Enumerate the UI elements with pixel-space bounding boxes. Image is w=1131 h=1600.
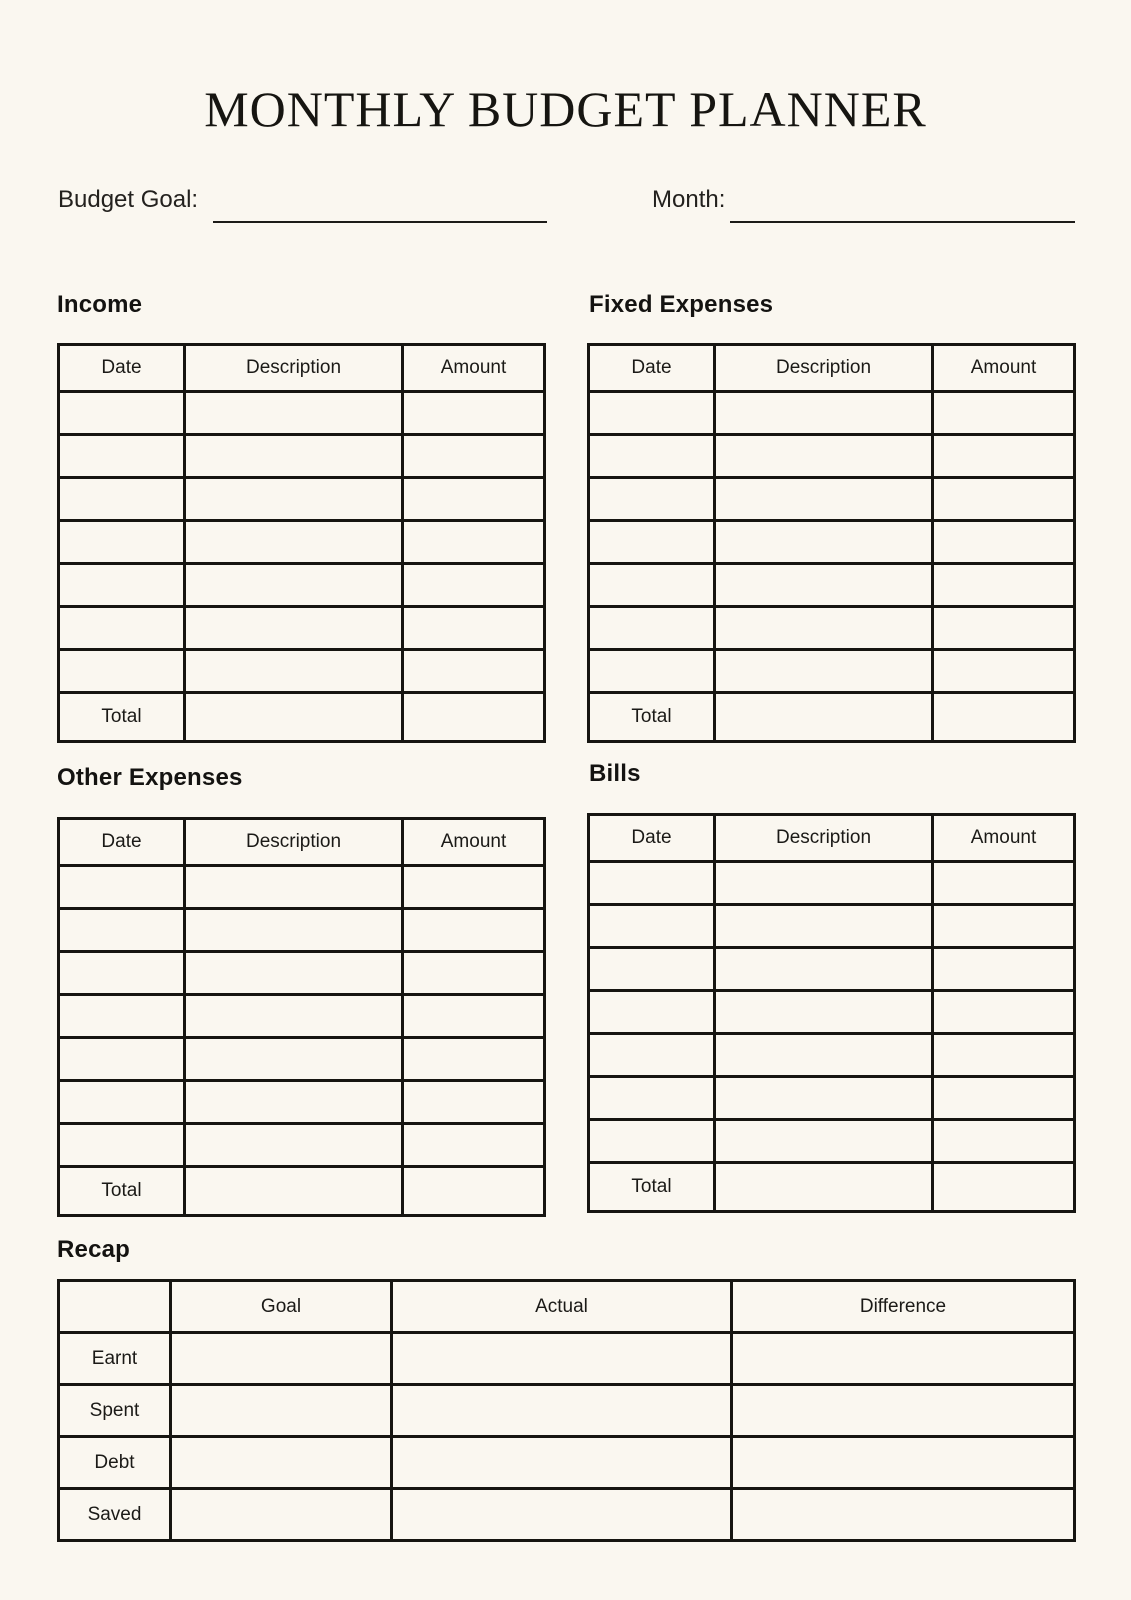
table-row bbox=[59, 435, 545, 478]
table-row bbox=[589, 478, 1075, 521]
table-row bbox=[589, 862, 1075, 905]
amount-column-header: Amount bbox=[933, 815, 1075, 862]
amount-column-header: Amount bbox=[403, 819, 545, 866]
recap-row bbox=[59, 1489, 1075, 1541]
empty-cell bbox=[403, 521, 545, 564]
empty-cell bbox=[59, 1081, 185, 1124]
empty-cell bbox=[732, 1333, 1075, 1385]
empty-cell bbox=[589, 1034, 715, 1077]
header-row bbox=[589, 345, 1075, 392]
date-column-header: Date bbox=[59, 345, 185, 392]
empty-cell bbox=[589, 521, 715, 564]
empty-cell bbox=[933, 905, 1075, 948]
empty-cell bbox=[59, 564, 185, 607]
date-column-header: Date bbox=[589, 815, 715, 862]
empty-cell bbox=[392, 1489, 732, 1541]
empty-cell bbox=[933, 1077, 1075, 1120]
empty-cell bbox=[589, 435, 715, 478]
empty-cell bbox=[185, 693, 403, 742]
empty-cell bbox=[589, 1120, 715, 1163]
empty-cell bbox=[59, 392, 185, 435]
empty-cell bbox=[403, 564, 545, 607]
empty-cell bbox=[171, 1385, 392, 1437]
empty-cell bbox=[715, 905, 933, 948]
empty-cell bbox=[185, 392, 403, 435]
empty-cell bbox=[185, 1038, 403, 1081]
recap-row-label: Saved bbox=[59, 1489, 171, 1541]
empty-cell bbox=[933, 607, 1075, 650]
table-row bbox=[59, 392, 545, 435]
empty-cell bbox=[715, 564, 933, 607]
empty-cell bbox=[589, 905, 715, 948]
income-heading: Income bbox=[57, 291, 143, 318]
empty-cell bbox=[732, 1489, 1075, 1541]
income-table bbox=[57, 343, 546, 743]
empty-cell bbox=[185, 478, 403, 521]
empty-cell bbox=[185, 521, 403, 564]
table-row bbox=[589, 905, 1075, 948]
empty-cell bbox=[185, 607, 403, 650]
empty-cell bbox=[403, 1124, 545, 1167]
total-label: Total bbox=[59, 1167, 185, 1216]
empty-cell bbox=[185, 564, 403, 607]
amount-column-header: Amount bbox=[933, 345, 1075, 392]
empty-cell bbox=[185, 650, 403, 693]
description-column-header: Description bbox=[185, 345, 403, 392]
bills-heading: Bills bbox=[589, 760, 641, 787]
empty-cell bbox=[59, 435, 185, 478]
total-row bbox=[59, 1167, 545, 1216]
table-row bbox=[59, 909, 545, 952]
empty-cell bbox=[589, 991, 715, 1034]
empty-cell bbox=[185, 435, 403, 478]
empty-cell bbox=[715, 607, 933, 650]
table-row bbox=[589, 991, 1075, 1034]
budget-goal-line bbox=[213, 221, 547, 223]
empty-cell bbox=[715, 1120, 933, 1163]
recap-row-label: Debt bbox=[59, 1437, 171, 1489]
empty-cell bbox=[732, 1385, 1075, 1437]
table-row bbox=[59, 1038, 545, 1081]
empty-cell bbox=[715, 991, 933, 1034]
total-row bbox=[59, 693, 545, 742]
empty-cell bbox=[403, 952, 545, 995]
empty-cell bbox=[933, 1034, 1075, 1077]
empty-cell bbox=[392, 1437, 732, 1489]
empty-cell bbox=[185, 952, 403, 995]
table-row bbox=[59, 866, 545, 909]
date-column-header: Date bbox=[589, 345, 715, 392]
difference-column-header: Difference bbox=[732, 1281, 1075, 1333]
table-row bbox=[59, 952, 545, 995]
empty-cell bbox=[589, 607, 715, 650]
recap-corner-cell bbox=[59, 1281, 171, 1333]
table-row bbox=[589, 607, 1075, 650]
empty-cell bbox=[933, 1163, 1075, 1212]
other-expenses-table bbox=[57, 817, 546, 1217]
empty-cell bbox=[59, 952, 185, 995]
empty-cell bbox=[715, 1034, 933, 1077]
empty-cell bbox=[392, 1385, 732, 1437]
bills-table bbox=[587, 813, 1076, 1213]
empty-cell bbox=[933, 650, 1075, 693]
actual-column-header: Actual bbox=[392, 1281, 732, 1333]
empty-cell bbox=[589, 650, 715, 693]
empty-cell bbox=[715, 521, 933, 564]
empty-cell bbox=[59, 909, 185, 952]
empty-cell bbox=[59, 995, 185, 1038]
total-row bbox=[589, 693, 1075, 742]
total-row bbox=[589, 1163, 1075, 1212]
recap-row bbox=[59, 1437, 1075, 1489]
empty-cell bbox=[933, 521, 1075, 564]
empty-cell bbox=[392, 1333, 732, 1385]
empty-cell bbox=[715, 862, 933, 905]
table-row bbox=[589, 1120, 1075, 1163]
empty-cell bbox=[171, 1437, 392, 1489]
empty-cell bbox=[403, 693, 545, 742]
month-label: Month: bbox=[652, 186, 726, 213]
fixed-expenses-heading: Fixed Expenses bbox=[589, 291, 774, 318]
empty-cell bbox=[933, 693, 1075, 742]
recap-heading: Recap bbox=[57, 1236, 131, 1263]
empty-cell bbox=[715, 948, 933, 991]
amount-column-header: Amount bbox=[403, 345, 545, 392]
table-row bbox=[589, 392, 1075, 435]
empty-cell bbox=[59, 521, 185, 564]
recap-row bbox=[59, 1333, 1075, 1385]
goal-column-header: Goal bbox=[171, 1281, 392, 1333]
total-label: Total bbox=[59, 693, 185, 742]
description-column-header: Description bbox=[185, 819, 403, 866]
recap-row-label: Earnt bbox=[59, 1333, 171, 1385]
table-row bbox=[59, 650, 545, 693]
empty-cell bbox=[715, 478, 933, 521]
empty-cell bbox=[185, 1167, 403, 1216]
empty-cell bbox=[715, 693, 933, 742]
empty-cell bbox=[59, 1124, 185, 1167]
empty-cell bbox=[403, 392, 545, 435]
empty-cell bbox=[933, 392, 1075, 435]
recap-row bbox=[59, 1385, 1075, 1437]
table-row bbox=[59, 995, 545, 1038]
empty-cell bbox=[589, 862, 715, 905]
description-column-header: Description bbox=[715, 815, 933, 862]
table-row bbox=[59, 478, 545, 521]
table-row bbox=[589, 564, 1075, 607]
table-row bbox=[589, 435, 1075, 478]
empty-cell bbox=[589, 478, 715, 521]
empty-cell bbox=[185, 866, 403, 909]
total-label: Total bbox=[589, 1163, 715, 1212]
header-row bbox=[59, 819, 545, 866]
empty-cell bbox=[59, 607, 185, 650]
empty-cell bbox=[185, 909, 403, 952]
table-row bbox=[59, 564, 545, 607]
empty-cell bbox=[59, 478, 185, 521]
empty-cell bbox=[403, 607, 545, 650]
empty-cell bbox=[933, 1120, 1075, 1163]
empty-cell bbox=[403, 650, 545, 693]
empty-cell bbox=[589, 1077, 715, 1120]
table-row bbox=[589, 1077, 1075, 1120]
empty-cell bbox=[171, 1489, 392, 1541]
empty-cell bbox=[403, 435, 545, 478]
empty-cell bbox=[403, 1081, 545, 1124]
month-line bbox=[730, 221, 1075, 223]
empty-cell bbox=[715, 1163, 933, 1212]
empty-cell bbox=[933, 862, 1075, 905]
other-expenses-heading: Other Expenses bbox=[57, 764, 243, 791]
table-row bbox=[59, 607, 545, 650]
recap-table bbox=[57, 1279, 1076, 1542]
empty-cell bbox=[589, 564, 715, 607]
empty-cell bbox=[933, 991, 1075, 1034]
date-column-header: Date bbox=[59, 819, 185, 866]
table-row bbox=[59, 1081, 545, 1124]
empty-cell bbox=[59, 866, 185, 909]
table-row bbox=[589, 948, 1075, 991]
empty-cell bbox=[403, 1038, 545, 1081]
empty-cell bbox=[715, 435, 933, 478]
empty-cell bbox=[589, 392, 715, 435]
page-title: MONTHLY BUDGET PLANNER bbox=[204, 81, 927, 137]
table-row bbox=[59, 1124, 545, 1167]
header-row bbox=[59, 1281, 1075, 1333]
table-row bbox=[589, 521, 1075, 564]
empty-cell bbox=[59, 1038, 185, 1081]
description-column-header: Description bbox=[715, 345, 933, 392]
empty-cell bbox=[933, 478, 1075, 521]
empty-cell bbox=[589, 948, 715, 991]
empty-cell bbox=[715, 650, 933, 693]
empty-cell bbox=[185, 995, 403, 1038]
empty-cell bbox=[171, 1333, 392, 1385]
empty-cell bbox=[715, 392, 933, 435]
empty-cell bbox=[185, 1124, 403, 1167]
header-row bbox=[589, 815, 1075, 862]
table-row bbox=[589, 1034, 1075, 1077]
empty-cell bbox=[403, 909, 545, 952]
empty-cell bbox=[403, 995, 545, 1038]
empty-cell bbox=[933, 564, 1075, 607]
recap-row-label: Spent bbox=[59, 1385, 171, 1437]
empty-cell bbox=[933, 435, 1075, 478]
empty-cell bbox=[403, 866, 545, 909]
empty-cell bbox=[185, 1081, 403, 1124]
table-row bbox=[589, 650, 1075, 693]
budget-goal-label: Budget Goal: bbox=[58, 186, 199, 213]
empty-cell bbox=[59, 650, 185, 693]
empty-cell bbox=[715, 1077, 933, 1120]
header-row bbox=[59, 345, 545, 392]
empty-cell bbox=[732, 1437, 1075, 1489]
empty-cell bbox=[403, 1167, 545, 1216]
table-row bbox=[59, 521, 545, 564]
empty-cell bbox=[933, 948, 1075, 991]
fixed-expenses-table bbox=[587, 343, 1076, 743]
total-label: Total bbox=[589, 693, 715, 742]
empty-cell bbox=[403, 478, 545, 521]
